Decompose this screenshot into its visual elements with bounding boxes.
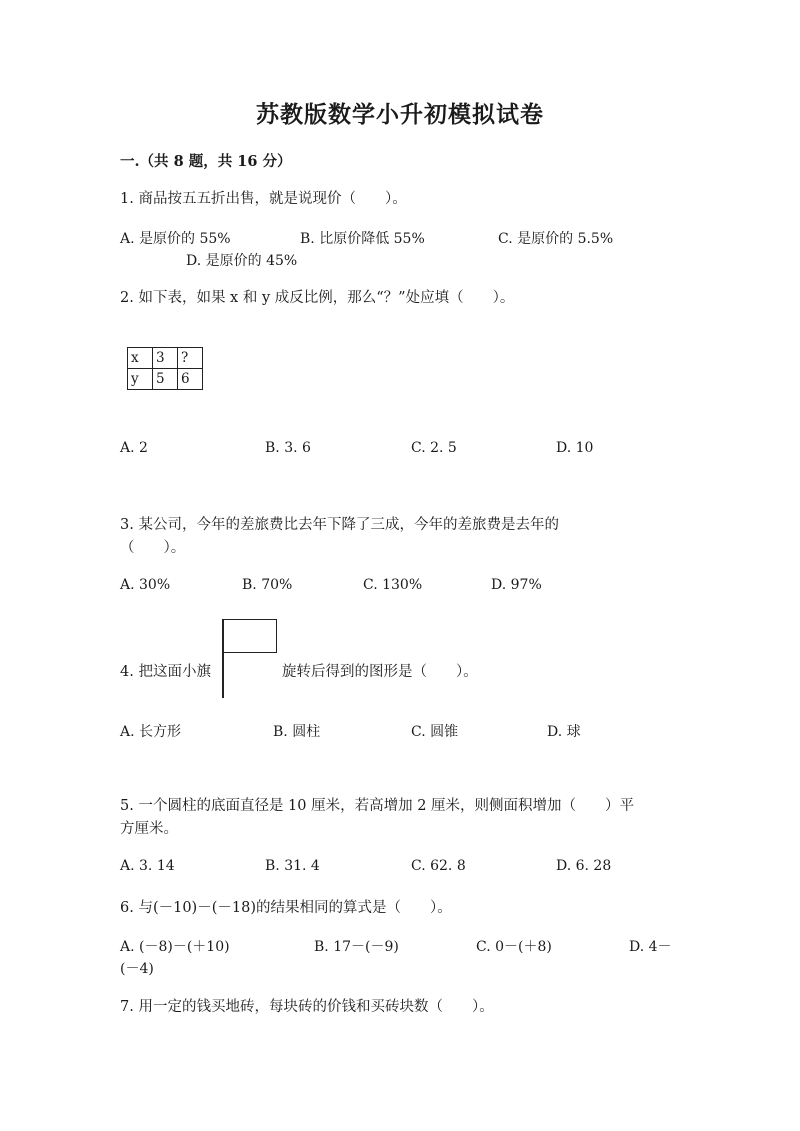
question-2-option-a: A. 2 — [120, 440, 148, 456]
question-4-text-after: 旋转后得到的图形是（ ）。 — [282, 664, 478, 680]
question-5-text-line2: 方厘米。 — [120, 821, 178, 837]
question-5-text-line1: 5. 一个圆柱的底面直径是 10 厘米，若高增加 2 厘米，则侧面积增加（ ）平 — [120, 798, 635, 814]
question-4-option-b: B. 圆柱 — [273, 724, 321, 740]
question-3-option-c: C. 130% — [363, 577, 423, 593]
question-2-option-b: B. 3. 6 — [265, 440, 311, 456]
page-title: 苏教版数学小升初模拟试卷 — [256, 101, 544, 128]
question-1-text: 1. 商品按五五折出售，就是说现价（ ）。 — [120, 191, 407, 207]
xy-table — [127, 347, 203, 390]
question-2-option-c: C. 2. 5 — [411, 440, 457, 456]
question-6-option-c: C. 0－(＋8) — [476, 939, 552, 955]
question-5-option-d: D. 6. 28 — [556, 858, 612, 874]
question-6-option-b: B. 17－(－9) — [314, 939, 399, 955]
question-4-option-d: D. 球 — [547, 724, 581, 740]
table-cell: 3 — [153, 348, 178, 369]
table-cell: 6 — [178, 369, 203, 390]
question-2-text: 2. 如下表，如果 x 和 y 成反比例，那么“？”处应填（ ）。 — [120, 290, 515, 306]
question-5-option-a: A. 3. 14 — [120, 858, 175, 874]
question-1-option-a: A. 是原价的 55% — [120, 231, 231, 247]
question-4-option-a: A. 长方形 — [120, 724, 182, 740]
table-cell: 5 — [153, 369, 178, 390]
question-2-option-d: D. 10 — [556, 440, 594, 456]
question-3-option-a: A. 30% — [120, 577, 171, 593]
question-5-option-c: C. 62. 8 — [411, 858, 466, 874]
question-1-option-d: D. 是原价的 45% — [186, 253, 298, 269]
table-row — [128, 369, 203, 390]
question-6-option-d: D. 4－ — [629, 939, 672, 955]
table-row — [128, 348, 203, 369]
question-3-option-b: B. 70% — [242, 577, 293, 593]
question-3-option-d: D. 97% — [491, 577, 542, 593]
question-1-option-c: C. 是原价的 5.5% — [498, 231, 614, 247]
question-4-text-before: 4. 把这面小旗 — [120, 664, 211, 680]
section-heading: 一.（共 8 题，共 16 分） — [120, 153, 292, 170]
question-1-option-b: B. 比原价降低 55% — [300, 231, 425, 247]
question-4-option-c: C. 圆锥 — [411, 724, 459, 740]
question-6-option-a: A. (－8)－(＋10) — [120, 939, 230, 955]
flag-figure — [222, 619, 277, 653]
table-cell: x — [128, 348, 153, 369]
question-7-text: 7. 用一定的钱买地砖，每块砖的价钱和买砖块数（ ）。 — [120, 999, 494, 1015]
table-cell: y — [128, 369, 153, 390]
question-3-text-line2: （ ）。 — [120, 540, 186, 556]
question-6-option-d-continued: (－4) — [120, 961, 154, 977]
question-5-option-b: B. 31. 4 — [265, 858, 320, 874]
question-3-text-line1: 3. 某公司，今年的差旅费比去年下降了三成，今年的差旅费是去年的 — [120, 517, 559, 533]
question-6-text: 6. 与(－10)－(－18)的结果相同的算式是（ ）。 — [120, 900, 452, 916]
table-cell: ? — [178, 348, 203, 369]
